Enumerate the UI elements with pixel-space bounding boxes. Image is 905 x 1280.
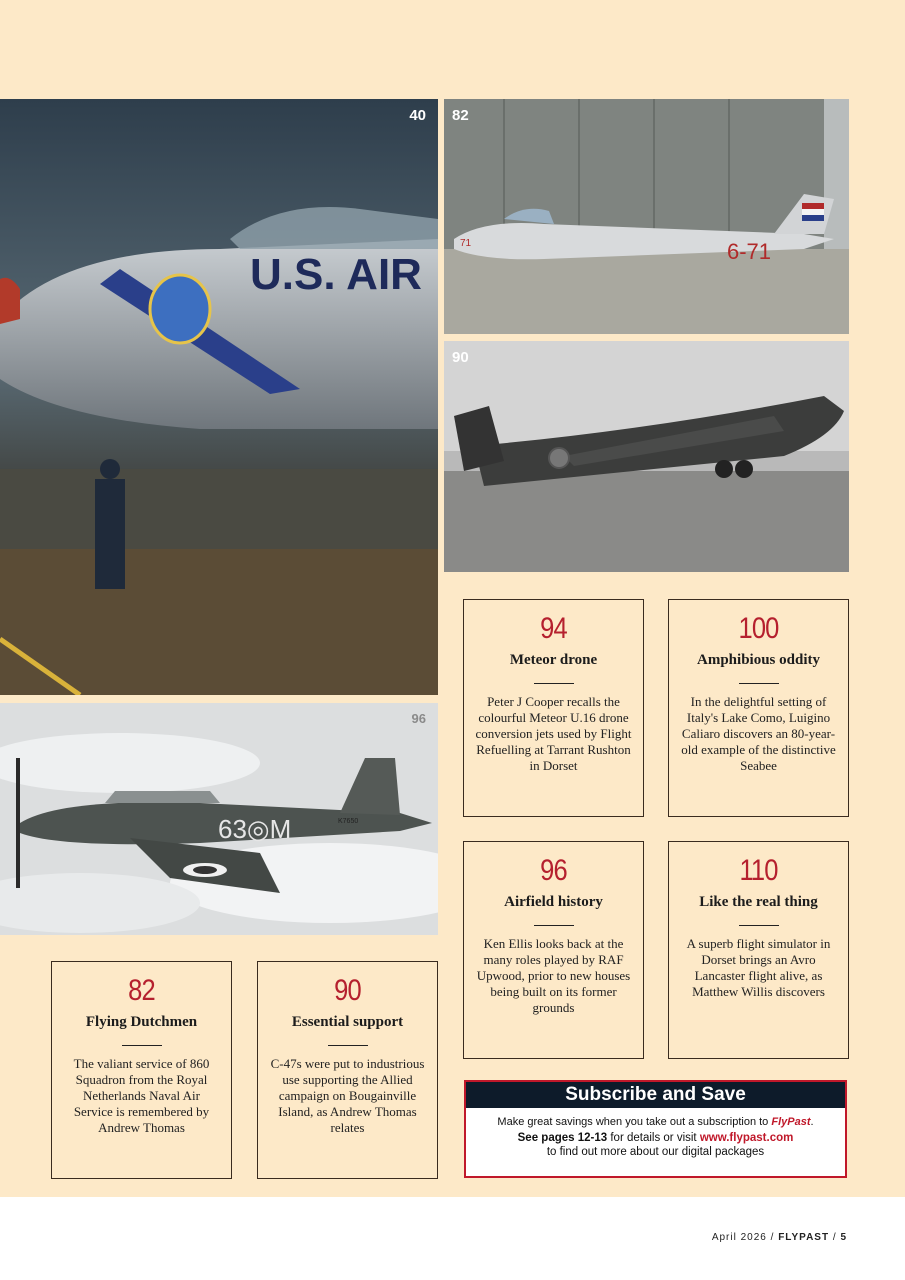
page-number-82: 82 xyxy=(452,107,469,124)
subscribe-box[interactable] xyxy=(464,1080,847,1178)
card-like-the-real-thing[interactable] xyxy=(668,841,849,1059)
card-title: Airfield history xyxy=(504,894,603,910)
page-number-96: 96 xyxy=(411,711,426,726)
subscribe-line-3: to find out more about our digital packages xyxy=(546,1146,765,1158)
photo-sea-hawk[interactable] xyxy=(444,99,849,334)
footer-page-number: 5 xyxy=(840,1232,847,1243)
svg-text:U.S. AIR: U.S. AIR xyxy=(250,250,422,299)
card-meteor-drone[interactable] xyxy=(463,599,644,817)
page-number-90: 90 xyxy=(452,349,469,366)
subscribe-line-1: Make great savings when you take out a subscription to FlyPast. xyxy=(497,1116,814,1128)
page-number-40: 40 xyxy=(409,107,426,124)
see-pages-link[interactable]: See pages 12-13 xyxy=(517,1132,608,1144)
card-description: In the delightful setting of Italy's Lake Como, Luigino Caliaro discovers an 80-year-old example of the distinctive Seabee xyxy=(681,694,836,773)
card-title: Meteor drone xyxy=(509,652,598,668)
aircraft-code: 63◎M xyxy=(218,814,292,844)
footer-date: April 2026 xyxy=(711,1232,767,1243)
photo-usaf-jet[interactable] xyxy=(0,99,438,695)
subscribe-line-2: See pages 12-13 for details or visit www.flypast.com xyxy=(517,1132,794,1144)
card-essential-support[interactable] xyxy=(257,961,438,1179)
divider xyxy=(122,1045,162,1046)
tail-code: 6-71 xyxy=(727,239,772,264)
subscribe-heading: Subscribe and Save xyxy=(466,1082,845,1108)
card-page-number: 82 xyxy=(128,974,155,1007)
divider xyxy=(739,683,779,684)
nose-number: 71 xyxy=(460,238,472,249)
card-description: C-47s were put to industrious use supporting the Allied campaign on Bougainville Island, as Andrew Thomas relates xyxy=(270,1056,425,1135)
card-flying-dutchmen[interactable] xyxy=(51,961,232,1179)
brand-name: FlyPast xyxy=(771,1116,811,1128)
card-title: Like the real thing xyxy=(699,894,818,910)
card-description: Peter J Cooper recalls the colourful Meteor U.16 drone conversion jets used by Flight Refuelling at Tarrant Rushton in Dorset xyxy=(475,694,632,773)
card-title: Flying Dutchmen xyxy=(85,1014,198,1030)
card-title: Amphibious oddity xyxy=(697,652,820,668)
card-amphibious-oddity[interactable] xyxy=(668,599,849,817)
divider xyxy=(534,683,574,684)
card-page-number: 100 xyxy=(738,612,779,645)
divider xyxy=(534,925,574,926)
aircraft-serial: K7650 xyxy=(338,818,359,825)
card-page-number: 94 xyxy=(540,612,567,645)
card-airfield-history[interactable] xyxy=(463,841,644,1059)
divider xyxy=(328,1045,368,1046)
website-link[interactable]: www.flypast.com xyxy=(699,1132,794,1144)
card-page-number: 90 xyxy=(334,974,361,1007)
card-page-number: 96 xyxy=(540,854,567,887)
card-title: Essential support xyxy=(291,1014,404,1030)
card-description: Ken Ellis looks back at the many roles played by RAF Upwood, prior to new houses being built on its former grounds xyxy=(476,936,631,1015)
divider xyxy=(739,925,779,926)
photo-fairey-battle[interactable] xyxy=(0,703,438,935)
photo-c47[interactable] xyxy=(444,341,849,572)
page-footer: April 2026 / FLYPAST / 5 xyxy=(711,1232,847,1243)
card-description: A superb flight simulator in Dorset brings an Avro Lancaster flight alive, as Matthew Willis discovers xyxy=(686,936,831,999)
card-page-number: 110 xyxy=(739,854,778,887)
footer-magazine: FLYPAST xyxy=(778,1232,830,1243)
card-description: The valiant service of 860 Squadron from the Royal Netherlands Naval Air Service is remembered by Andrew Thomas xyxy=(73,1056,210,1135)
